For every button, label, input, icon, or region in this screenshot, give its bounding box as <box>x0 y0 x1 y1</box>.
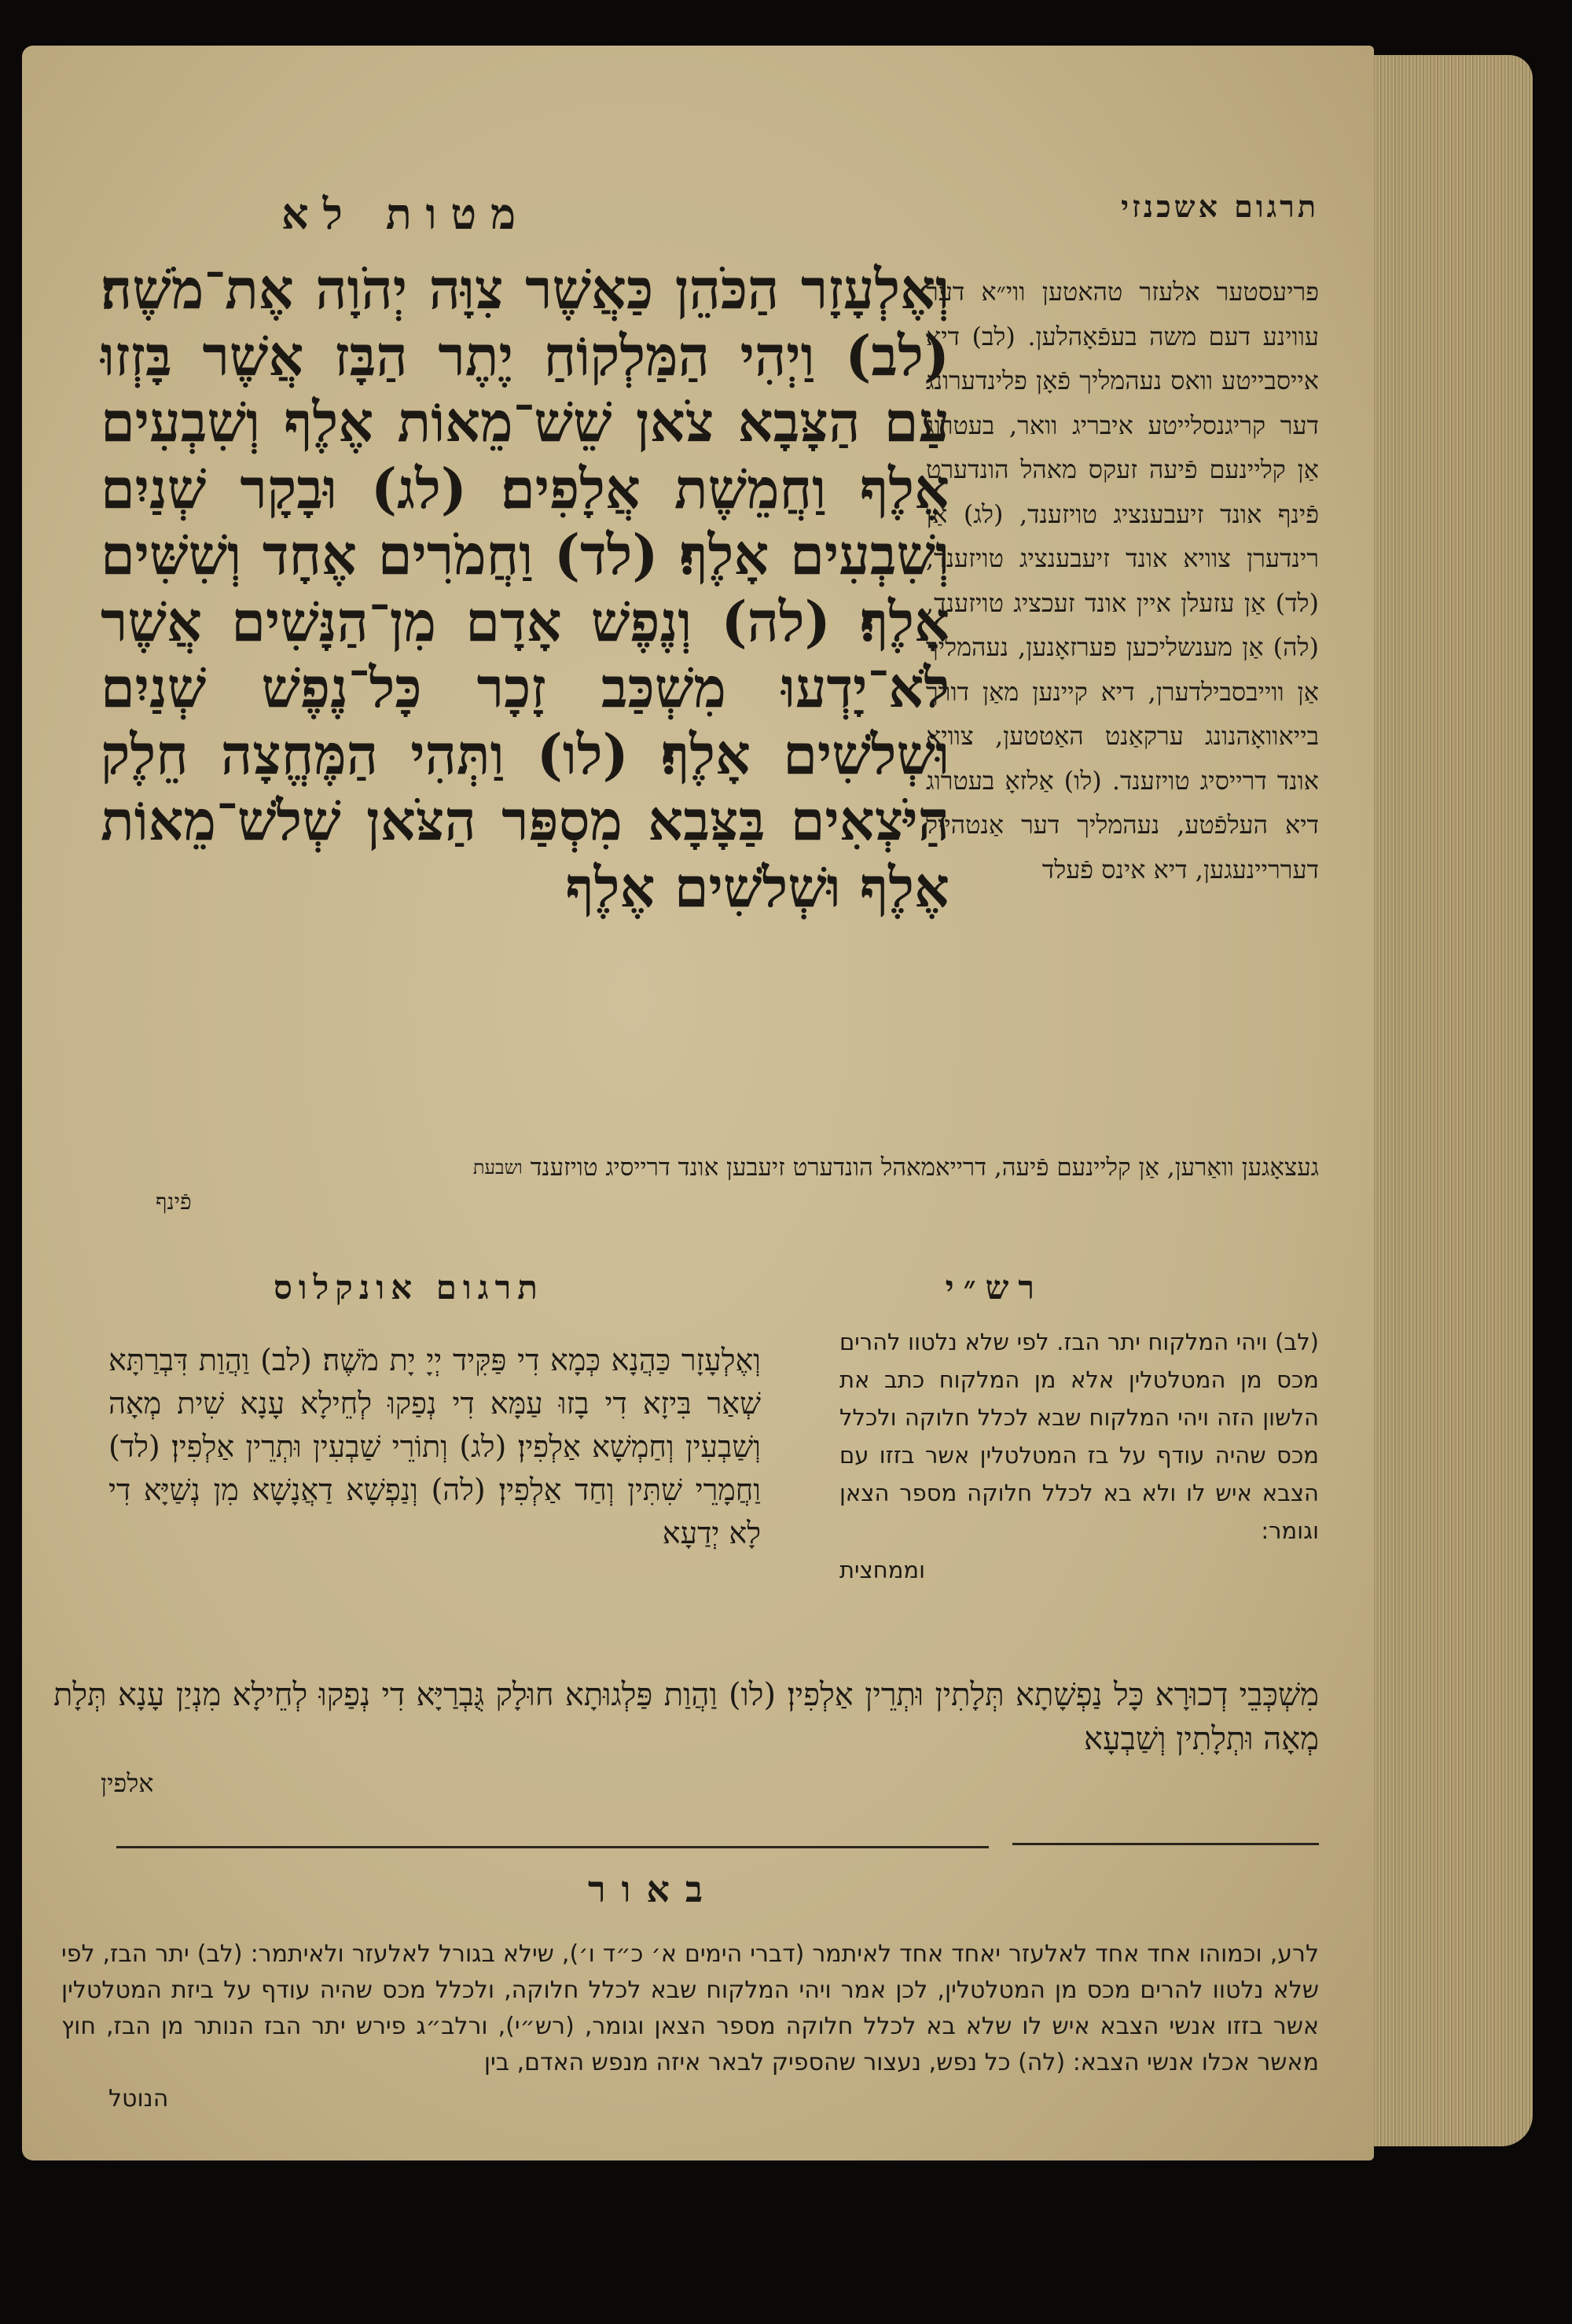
beur-title: באור <box>588 1868 719 1910</box>
running-head-targum: תרגום אשכנזי <box>1121 189 1319 224</box>
tail-text: געצאָגען וואַרען, אַן קליינעם פֿיעה, דרייאמאהל הונדערט זיעבען אונד דרייסיג טויזענד <box>530 1153 1319 1182</box>
torah-verse-block: וְאֶלְעָזָר הַכֹּהֵן כַּאֲשֶׁר צִוָּה יְהֹוָה אֶת־מֹשֶׁה׃ (לב) וַיְהִי הַמַּלְקוֹחַ יֶתֶר הַבָּז אֲשֶׁר בָּזְזוּ עַם הַצָּבָא צֹאן שֵׁשׁ־מֵאוֹת אֶלֶף וְשִׁבְעִים אֶלֶף וַחֲמֵשֶׁת אֲלָפִים׃ (לג) וּבָקָר שְׁנַיִם וְשִׁבְעִים אָלֶף׃ (לד) וַחֲמֹרִים אֶחָד וְשִׁשִּׁים אָלֶף׃ (לה) וְנֶפֶשׁ אָדָם מִן־הַנָּשִׁים אֲשֶׁר לֹא־יָדְעוּ מִשְׁכַּב זָכָר כָּל־נֶפֶשׁ שְׁנַיִם וּשְׁלֹשִׁים אָלֶף׃ (לו) וַתְּהִי הַמֶּחֱצָה חֵלֶק הַיֹּצְאִים בַּצָּבָא מִסְפַּר הַצֹּאן שְׁלֹשׁ־מֵאוֹת אֶלֶף וּשְׁלֹשִׁים אֶלֶף <box>101 256 949 920</box>
page-edge-stack <box>1352 55 1533 2146</box>
beur-last: הנוטל <box>108 2085 169 2113</box>
onkelos-full-line: מִשְׁכְּבֵי דְכוּרָא כָּל נַפְשָׁתָא תְּלָתִין וּתְרֵין אַלְפִין׃ (לו) וַהֲוַת פַּלְגוּתָא חוּלָק גֻּבְרַיָּא דִי נְפַקוּ לְחֵילָא מִנְיַן עָנָא תְּלָת מְאָה וּתְלָתִין וְשַׁבְעָא <box>53 1677 1320 1757</box>
rashi-title: רש״י <box>945 1268 1044 1307</box>
beur-body: לרע, וכמוהו אחד אחד לאלעזר יאחד אחד לאיתמר (דברי הימים א׳ כ״ד ו׳), שילא בגורל לאלעזר ולאיתמר: (לב) יתר הבז, לפי שלא נלטוו להרים מכס מן המטלטלין, לכן אמר ויהי המלקוח שבא לכלל חלוקה, ולכלל מכס שהיה עודף על ביזת המטלטלין אשר בזזו אנשי הצבא איש לו שלא בא לכלל חלוקה מספר הצאן וגומר, (רש״י), ורלב״ג פירש יתר הבז הנותר מן הבז, חוץ מאשר אכלו אנשי הצבא: (לה) כל נפש, נעצור שהספיק לבאר איזה מנפש האדם, בין <box>61 1940 1319 2076</box>
tail-last: פֿינף <box>156 1189 192 1215</box>
divider-rule-short <box>1012 1843 1319 1845</box>
divider-rule <box>116 1846 989 1848</box>
tail-catchword: ושבעת <box>472 1156 523 1179</box>
rashi-commentary <box>839 1323 1319 1589</box>
beur-commentary <box>61 1936 1319 2117</box>
onkelos-last: אלפין <box>101 1768 154 1798</box>
rashi-catchword: וממחצית <box>839 1557 925 1583</box>
onkelos-title: תרגום אונקלוס <box>274 1268 544 1307</box>
rashi-body: (לב) ויהי המלקוח יתר הבז. לפי שלא נלטוו להרים מכס מן המטלטלין אלא מן המלקוח כתב את הלשון הזה ויהי המלקוח שבא לכלל חלוקה ולכלל מכס שהיה עודף על בז המטלטלין אשר בזזו עם הצבא איש לו ולא בא לכלל חלוקה מספר הצאן וגומר: <box>839 1329 1319 1544</box>
targum-ashkenazi-column: פריעסטער אלעזר טהאטען ווי״א דער עווינע דעם משה בעפֿאָהלען. (לב) דיא אייסבייטע וואס נעהמליך פֿאָן פלינדערונג דער קריגנסלייטע איבריג וואר, בעטרוג אַן קליינעם פֿיעה זעקס מאהל הונדערט פֿינף אונד זיעבענציג טויזענד, (לג) אַן רינדערן צוויא אונד זיעבענציג טויזענד, (לד) אַן עזעלן איין אונד זעכציג טויזענד, (לה) אַן מענשליכען פערזאָנען, נעהמליך אַן ווייבסבילדערן, דיא קיינען מאַן דורך בייאוואָהנונג ערקאַנט האַטטען, צוויא אונד דרייסיג טויזענד. (לו) אַלזאָ בעטרוג דיא העלפֿטע, נעהמליך דער אַנטהייל דערריינעגען, דיא אינס פֿעלד <box>926 277 1319 884</box>
running-head-parasha: מטות לא <box>281 189 531 239</box>
targum-ashkenazi-tail <box>53 1150 1319 1219</box>
book-page <box>22 46 1374 2160</box>
onkelos-continuation <box>53 1673 1319 1805</box>
onkelos-column: וְאֶלְעָזָר כַּהֲנָא כְּמָא דִי פַּקִּיד יְיָ יָת מֹשֶׁה׃ (לב) וַהֲוַת דִּבְרַתָּא שְׁאַר בִּיזָא דִי בָזוּ עַמָּא דִי נְפַקוּ לְחֵילָא עָנָא שִׁית מְאָה וְשַׁבְעִין וְחַמְשָׁא אַלְפִין׃ (לג) וְתוֹרֵי שַׁבְעִין וּתְרֵין אַלְפִין׃ (לד) וַחֲמָרֵי שִׁתִּין וְחַד אַלְפִין׃ (לה) וְנַפְשָׁא דַאֲנָשָׁא מִן נְשַׁיָּא דִי לָא יְדַעָא <box>108 1343 761 1550</box>
